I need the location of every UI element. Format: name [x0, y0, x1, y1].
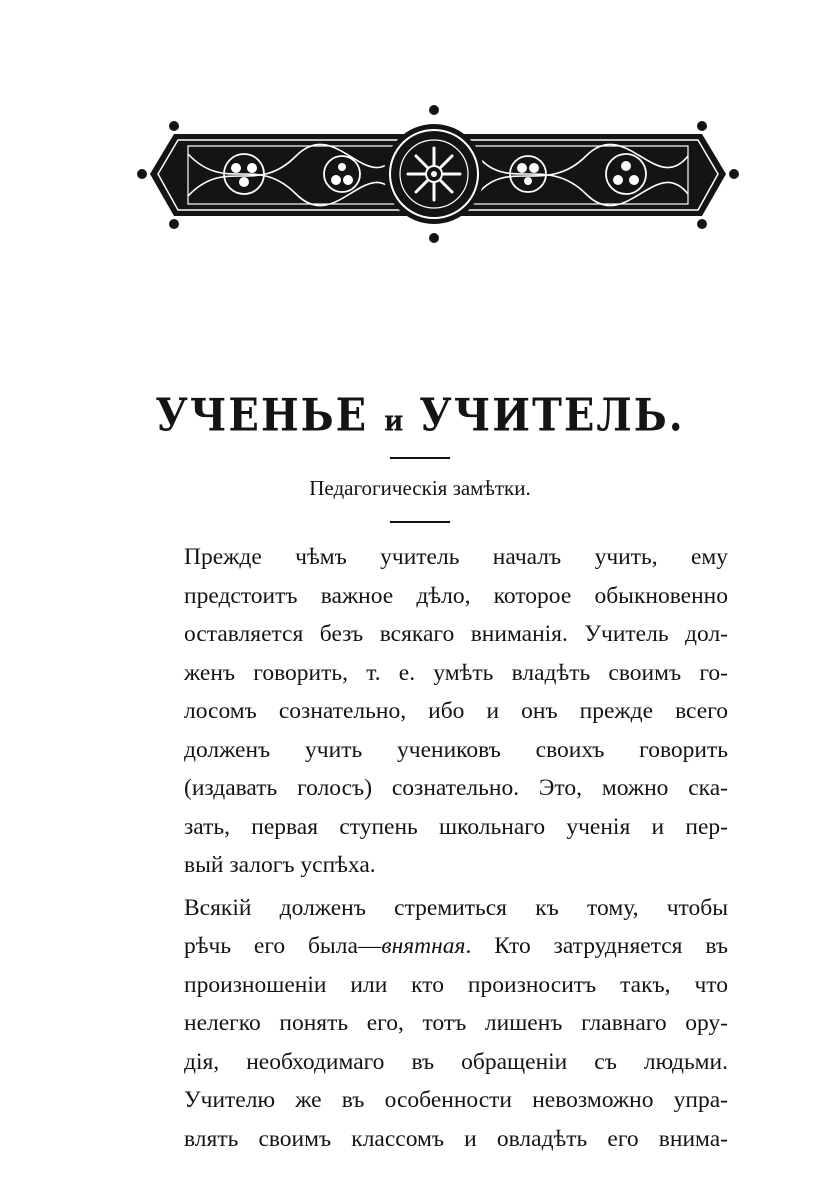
page-title	[155, 384, 684, 452]
text-line: вый залогъ успѣха.	[184, 852, 376, 878]
title-part-2: УЧИТЕЛЬ.	[419, 388, 685, 442]
text-line: женъ говорить, т. е. умѣть владѣть своимъ го-	[184, 659, 728, 686]
text-line: влять своимъ классомъ и овладѣть его внима-	[184, 1125, 728, 1152]
text-line: Прежде чѣмъ учитель началъ учить, ему	[184, 544, 728, 570]
paragraph-1	[142, 538, 728, 885]
text-line: произношеніи или кто произноситъ такъ, что	[184, 971, 728, 998]
heading-block	[0, 388, 840, 523]
text-line: дія, необходимаго въ обращеніи съ людьми.	[184, 1048, 728, 1075]
title-divider	[390, 457, 450, 459]
text-line: лосомъ сознательно, ибо и онъ прежде всего	[184, 698, 728, 724]
title-part-1: УЧЕНЬЕ	[155, 388, 369, 442]
text-line: предстоитъ важное дѣло, которое обыкновенно	[184, 582, 728, 609]
text-line: Учителю же въ особенности невозможно упра-	[184, 1087, 728, 1113]
paragraph-2	[142, 889, 728, 1159]
text-line: Всякій долженъ стремиться къ тому, чтобы	[184, 894, 728, 921]
text-line: (издавать голосъ) сознательно. Это, можно ска-	[184, 775, 728, 801]
text-line: долженъ учить учениковъ своихъ говорить	[184, 736, 728, 763]
text-line-with-emphasis	[142, 927, 728, 966]
text-line: оставляется безъ всякаго вниманія. Учитель дол-	[184, 621, 728, 647]
text-fragment: . Кто затрудняется въ	[465, 933, 729, 959]
text-fragment: рѣчь его была—	[184, 933, 382, 959]
emphasized-word: внятная	[381, 933, 466, 959]
page-subtitle: Педагогическія замѣтки.	[309, 476, 531, 500]
decorative-headpiece-icon	[136, 104, 740, 244]
subtitle-divider	[390, 521, 450, 523]
title-conjunction: и	[384, 404, 404, 439]
text-line: нелегко понять его, тотъ лишенъ главнаго ору-	[184, 1010, 728, 1036]
text-line: зать, первая ступень школьнаго ученія и пер-	[184, 813, 728, 840]
body-text	[142, 538, 728, 1158]
